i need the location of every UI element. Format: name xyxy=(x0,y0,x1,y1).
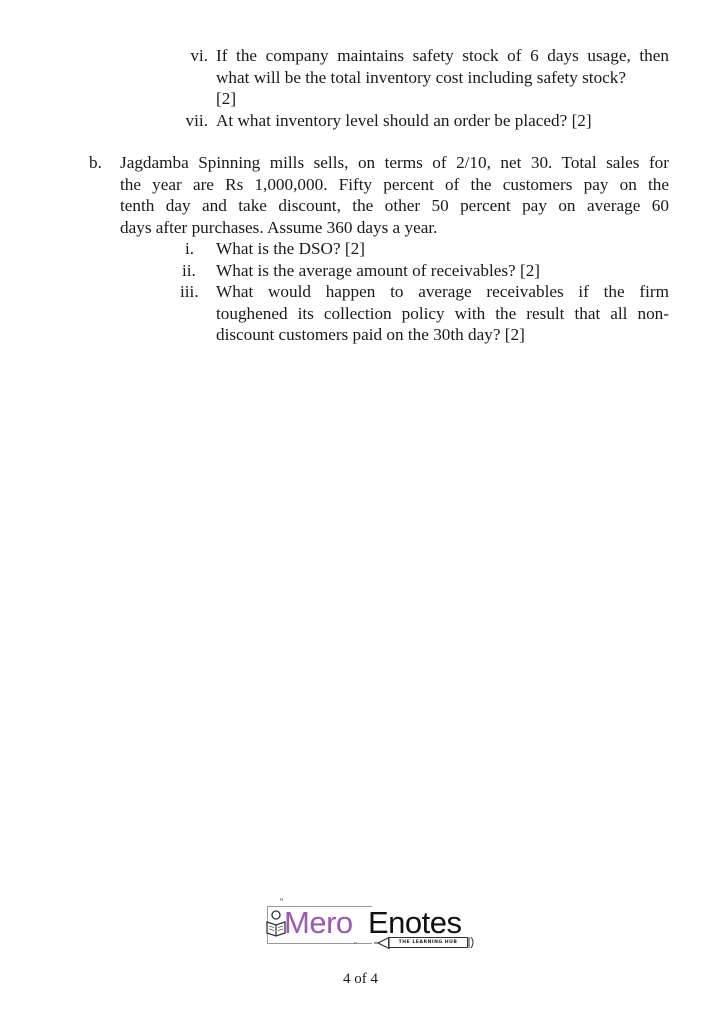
item-marker: vi. xyxy=(190,46,208,65)
quote-mark-icon: ” xyxy=(354,941,357,950)
question-marks: [2] xyxy=(216,89,237,108)
question-line: tenth day and take discount, the other 50 percent pay on average 60 xyxy=(120,196,669,215)
question-line: What is the DSO? [2] xyxy=(216,239,365,258)
brand-mero: Mero xyxy=(284,905,353,940)
question-line: days after purchases. Assume 360 days a year. xyxy=(120,217,438,237)
quote-mark-icon: “ xyxy=(280,897,284,908)
question-line: At what inventory level should an order be placed? [2] xyxy=(216,110,592,130)
question-line: discount customers paid on the 30th day? [2] xyxy=(216,325,525,344)
item-marker: vii. xyxy=(185,110,208,130)
item-marker: ii. xyxy=(182,260,196,280)
question-line: What would happen to average receivables if the firm xyxy=(216,282,669,301)
pencil-icon xyxy=(374,936,476,950)
question-line: Jagdamba Spinning mills sells, on terms of 2/10, net 30. Total sales for xyxy=(120,153,669,172)
question-line: toughened its collection policy with the result that all non- xyxy=(216,303,669,323)
item-marker: i. xyxy=(185,239,195,258)
item-marker: iii. xyxy=(180,282,199,301)
question-line: what will be the total inventory cost including safety stock? xyxy=(216,67,627,87)
brand-tagline: THE LEARNING HUB xyxy=(398,939,458,945)
section-marker: b. xyxy=(89,153,102,172)
question-line: If the company maintains safety stock of 6 days usage, then xyxy=(216,46,669,65)
tagline-box xyxy=(388,937,468,948)
question-line: the year are Rs 1,000,000. Fifty percent of the customers pay on the xyxy=(120,174,669,194)
meroenotes-watermark xyxy=(262,899,478,955)
page-number: 4 of 4 xyxy=(343,971,378,987)
question-line: What is the average amount of receivables? [2] xyxy=(216,260,541,280)
brand-enotes: Enotes xyxy=(368,905,462,940)
